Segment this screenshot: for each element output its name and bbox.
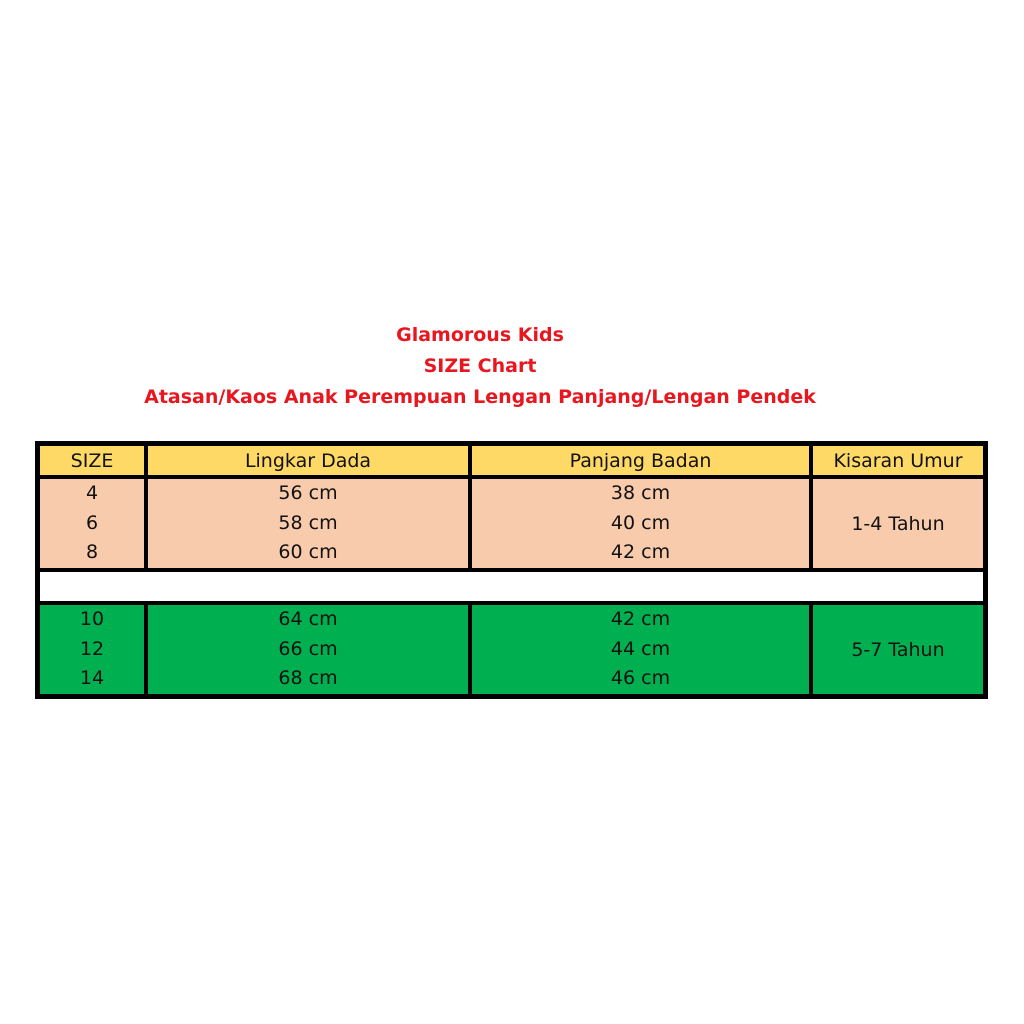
group1-chest-cell (148, 479, 468, 568)
group2-length-3: 46 cm (610, 667, 671, 689)
spacer-row (40, 572, 983, 601)
group1-size-1: 4 (85, 482, 99, 504)
group1-chest-3: 60 cm (278, 541, 338, 563)
group1-chest-1: 56 cm (278, 482, 338, 504)
header-chest: Lingkar Dada (148, 446, 468, 475)
group1-size-3: 8 (85, 541, 99, 563)
header-size: SIZE (40, 446, 144, 475)
group2-size-3: 14 (79, 667, 105, 689)
group1-chest-2: 58 cm (278, 511, 338, 534)
group2-chest-cell (148, 605, 468, 694)
group1-size-2: 6 (85, 511, 99, 534)
group1-age: 1-4 Tahun (813, 479, 983, 568)
brand-title: Glamorous Kids (396, 324, 564, 346)
group1-length-1: 38 cm (610, 482, 671, 504)
group1-length-3: 42 cm (610, 541, 671, 563)
header-age: Kisaran Umur (813, 446, 983, 475)
group2-length-2: 44 cm (610, 637, 671, 660)
group1-size-cell (40, 479, 144, 568)
group2-age: 5-7 Tahun (813, 605, 983, 694)
group2-chest-2: 66 cm (278, 637, 338, 660)
group2-chest-3: 68 cm (278, 667, 338, 689)
group2-size-cell (40, 605, 144, 694)
product-subtitle: Atasan/Kaos Anak Perempuan Lengan Panjang/Lengan Pendek (144, 386, 816, 408)
group1-length-2: 40 cm (610, 511, 671, 534)
group2-length-1: 42 cm (610, 608, 671, 630)
group2-size-1: 10 (79, 608, 105, 630)
group2-chest-1: 64 cm (278, 608, 338, 630)
size-chart-table (35, 441, 988, 699)
chart-title: SIZE Chart (423, 355, 537, 377)
chart-title-block (0, 320, 960, 413)
group1-length-cell (472, 479, 809, 568)
header-length: Panjang Badan (472, 446, 809, 475)
group2-size-2: 12 (79, 637, 105, 660)
group2-length-cell (472, 605, 809, 694)
